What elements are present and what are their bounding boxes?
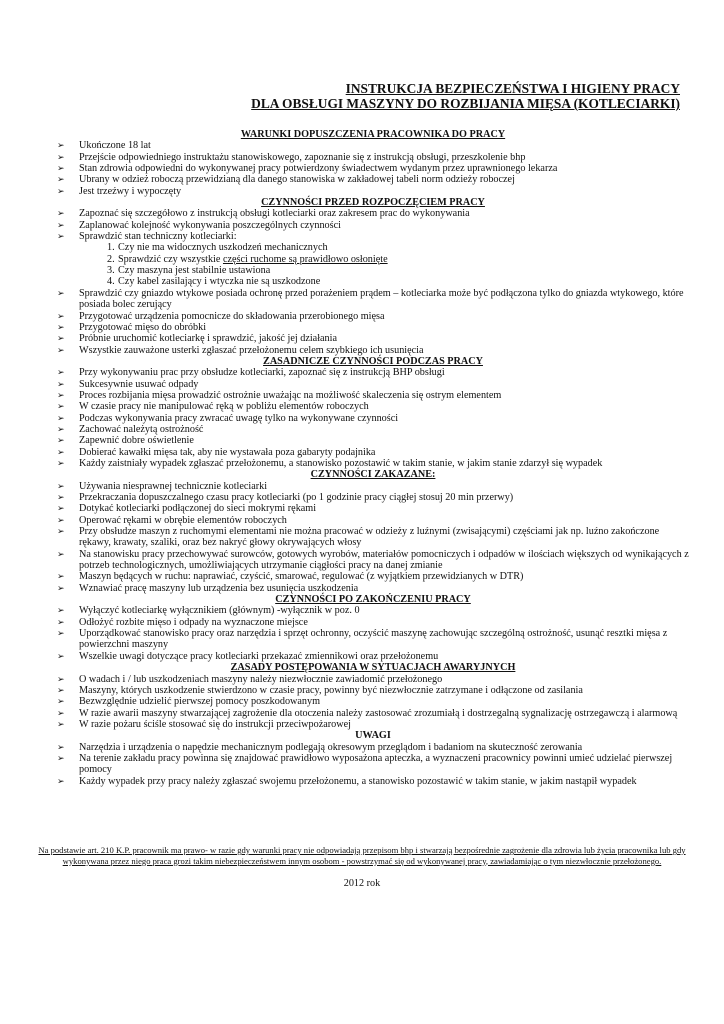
arrowhead-bullet-icon: ➢ (57, 287, 65, 298)
subitem-text: Czy maszyna jest stabilnie ustawiona (118, 265, 271, 277)
arrowhead-bullet-icon: ➢ (57, 401, 65, 412)
arrowhead-bullet-icon: ➢ (57, 752, 65, 763)
arrowhead-bullet-icon: ➢ (57, 333, 65, 344)
list-item-text: W razie pożaru ściśle stosować się do instrukcji przeciwpożarowej (79, 718, 351, 730)
list-item-text: Bezwzględnie udzielić pierwszej pomocy poszkodowanym (79, 696, 321, 708)
list-item-text: Przy obsłudze maszyn z ruchomymi elementami nie można pracować w odzieży z luźnymi (zwisającymi) częściami jak np. luźno zakończone rękawy, krawaty, szaliki, oraz bez nakryć głowy okrywających włosy (79, 526, 660, 549)
list-item (57, 674, 689, 685)
arrowhead-bullet-icon: ➢ (57, 605, 65, 616)
list-item-text: Narzędzia i urządzenia o napędzie mechanicznym podlegają okresowym przeglądom i badaniom na skuteczność zerowania (79, 741, 583, 753)
arrowhead-bullet-icon: ➢ (57, 526, 65, 537)
list-item-text: Sukcesywnie usuwać odpady (79, 378, 199, 390)
arrowhead-bullet-icon: ➢ (57, 582, 65, 593)
arrowhead-bullet-icon: ➢ (57, 616, 65, 627)
arrowhead-bullet-icon: ➢ (57, 457, 65, 468)
list-item (57, 220, 689, 231)
section-item-list (57, 208, 689, 355)
list-item (57, 413, 689, 424)
list-item (57, 435, 689, 446)
arrowhead-bullet-icon: ➢ (57, 548, 65, 559)
numbered-subitem (109, 276, 689, 287)
list-item (57, 753, 689, 776)
arrowhead-bullet-icon: ➢ (57, 151, 65, 162)
numbered-subitem (109, 242, 689, 253)
list-item (57, 152, 689, 163)
arrowhead-bullet-icon: ➢ (57, 321, 65, 332)
arrowhead-bullet-icon: ➢ (57, 423, 65, 434)
list-item-text: Dotykać kotleciarki podłączonej do sieci mokrymi rękami (79, 503, 317, 515)
list-item-text: Jest trzeźwy i wypoczęty (79, 185, 182, 197)
list-item-text: Maszyny, których uszkodzenie stwierdzono w czasie pracy, powinny być niezwłocznie zatrzymane i odłączone od zasilania (79, 684, 583, 696)
subitem-number: 2. (107, 253, 115, 265)
section-item-list (57, 367, 689, 469)
list-item-text: Zapoznać się szczegółowo z instrukcją obsługi kotleciarki oraz zakresem prac do wykonywania (79, 208, 470, 220)
list-item-text: W czasie pracy nie manipulować ręką w pobliżu elementów roboczych (79, 401, 369, 413)
list-item (57, 174, 689, 185)
numbered-subitem (109, 254, 689, 265)
list-item (57, 481, 689, 492)
arrowhead-bullet-icon: ➢ (57, 628, 65, 639)
arrowhead-bullet-icon: ➢ (57, 174, 65, 185)
list-item (57, 208, 689, 219)
list-item (57, 742, 689, 753)
list-item (57, 345, 689, 356)
section-item-list (57, 605, 689, 662)
arrowhead-bullet-icon: ➢ (57, 435, 65, 446)
list-item (57, 379, 689, 390)
list-item (57, 390, 689, 401)
list-item (57, 696, 689, 707)
arrowhead-bullet-icon: ➢ (57, 389, 65, 400)
instruction-body (57, 129, 689, 787)
list-item (57, 288, 689, 311)
list-item-text: Sprawdzić czy gniazdo wtykowe posiada ochronę przed porażeniem prądem – kotleciarka może być podłączona tylko do gniazda wtykowego, które posiada bolec zerujący (79, 287, 684, 311)
list-item (57, 651, 689, 662)
arrowhead-bullet-icon: ➢ (57, 741, 65, 752)
list-item-text: Przygotować mięso do obróbki (79, 321, 207, 333)
list-item (57, 628, 689, 651)
list-item (57, 311, 689, 322)
list-item (57, 424, 689, 435)
list-item (57, 140, 689, 151)
list-item-text: Wyłączyć kotleciarkę wyłącznikiem (głównym) -wyłącznik w poz. 0 (79, 605, 360, 617)
list-item (57, 605, 689, 616)
list-item (57, 503, 689, 514)
list-item (57, 776, 689, 787)
arrowhead-bullet-icon: ➢ (57, 185, 65, 196)
subitem-number: 4. (107, 276, 115, 288)
list-item (57, 492, 689, 503)
subitem-text: Sprawdzić czy wszystkie (118, 253, 223, 265)
arrowhead-bullet-icon: ➢ (57, 571, 65, 582)
arrowhead-bullet-icon: ➢ (57, 775, 65, 786)
list-item-text: Przy wykonywaniu prac przy obsłudze kotleciarki, zapoznać się z instrukcją BHP obsługi (79, 367, 445, 379)
document-title-line-2: DLA OBSŁUGI MASZYNY DO ROZBIJANIA MIĘSA (KOTLECIARKI) (251, 96, 680, 111)
list-item (57, 719, 689, 730)
subitem-number: 1. (107, 242, 115, 254)
list-item-text: W razie awarii maszyny stwarzającej zagrożenie dla otoczenia należy zastosować zrozumiałą i dostrzegalną sygnalizację ostrzegawczą i alarmową (79, 707, 678, 719)
list-item-text: Każdy wypadek przy pracy należy zgłaszać swojemu przełożonemu, a stanowisko pozostawić w takim stanie, w jakim nastąpił wypadek (79, 775, 637, 787)
list-item (57, 322, 689, 333)
list-item-text: Ukończone 18 lat (79, 140, 151, 152)
document-year: 2012 rok (343, 878, 381, 889)
section-heading: UWAGI (355, 730, 391, 742)
numbered-subitem (109, 265, 689, 276)
arrowhead-bullet-icon: ➢ (57, 718, 65, 729)
subitem-number: 3. (107, 265, 115, 277)
arrowhead-bullet-icon: ➢ (57, 696, 65, 707)
list-item-text: Każdy zaistniały wypadek zgłaszać przełożonemu, a stanowisko pozostawić w takim stanie, w jakim stanie zdarzył się wypadek (79, 457, 603, 469)
list-item (57, 231, 689, 288)
list-item (57, 367, 689, 378)
list-item-text: Podczas wykonywania pracy zwracać uwagę tylko na wykonywane czynności (79, 412, 399, 424)
arrowhead-bullet-icon: ➢ (57, 208, 65, 219)
arrowhead-bullet-icon: ➢ (57, 514, 65, 525)
list-item-text: Proces rozbijania mięsa prowadzić ostrożnie uważając na możliwość skaleczenia się ostrym elementem (79, 389, 502, 401)
arrowhead-bullet-icon: ➢ (57, 492, 65, 502)
arrowhead-bullet-icon: ➢ (57, 310, 65, 321)
list-item-text: Stan zdrowia odpowiedni do wykonywanej pracy potwierdzony świadectwem wydanym przez uprawnionego lekarza (79, 163, 558, 175)
list-item-text: Dobierać kawałki mięsa tak, aby nie wystawała poza gabaryty podajnika (79, 446, 376, 458)
list-item (57, 571, 689, 582)
section-heading: CZYNNOŚCI PO ZAKOŃCZENIU PRACY (275, 594, 471, 606)
list-item-text: Odłożyć rozbite mięso i odpady na wyznaczone miejsce (79, 616, 308, 628)
list-item-text: Zachować należytą ostrożność (79, 423, 204, 435)
list-item (57, 401, 689, 412)
list-item-text: Na terenie zakładu pracy powinna się znajdować prawidłowo wyposażona apteczka, a wyznaczeni pracownicy powinni umieć udzielać pierwszej pomocy (79, 752, 673, 776)
list-item-text: Operować rękami w obrębie elementów roboczych (79, 514, 287, 526)
arrowhead-bullet-icon: ➢ (57, 446, 65, 457)
arrowhead-bullet-icon: ➢ (57, 367, 65, 378)
arrowhead-bullet-icon: ➢ (57, 673, 65, 684)
list-item (57, 186, 689, 197)
list-item (57, 617, 689, 628)
list-item-text: Zaplanować kolejność wykonywania poszczególnych czynności (79, 219, 341, 231)
list-item-text: Używania niesprawnej technicznie kotleciarki (79, 480, 268, 492)
list-item-text: Uporządkować stanowisko pracy oraz narzędzia i sprzęt ochronny, oczyścić maszynę zachowując szczególną ostrożność, usunąć resztki mięsa z powierzchni maszyny (79, 628, 668, 651)
list-item (57, 447, 689, 458)
section-heading: ZASADNICZE CZYNNOŚCI PODCZAS PRACY (263, 355, 483, 367)
arrowhead-bullet-icon: ➢ (57, 707, 65, 718)
section-item-list (57, 742, 689, 787)
section-heading: WARUNKI DOPUSZCZENIA PRACOWNIKA DO PRACY (240, 129, 506, 140)
list-item (57, 526, 689, 549)
list-item-text: Próbnie uruchomić kotleciarkę i sprawdzić, jakość jej działania (79, 333, 337, 345)
arrowhead-bullet-icon: ➢ (57, 480, 65, 491)
arrowhead-bullet-icon: ➢ (57, 650, 65, 661)
list-item-text: Ubrany w odzież roboczą przewidzianą dla danego stanowiska w zakładowej tabeli norm odzieży roboczej (79, 174, 515, 186)
arrowhead-bullet-icon: ➢ (57, 412, 65, 423)
list-item-text: Wznawiać pracę maszyny lub urządzenia bez usunięcia uszkodzenia (79, 582, 359, 594)
list-item-text: Maszyn będących w ruchu: naprawiać, czyścić, smarować, regulować (z wyjątkiem przewidzianych w DTR) (79, 571, 524, 583)
section-heading: CZYNNOŚCI ZAKAZANE: (310, 469, 436, 481)
arrowhead-bullet-icon: ➢ (57, 219, 65, 230)
list-item-text: O wadach i / lub uszkodzeniach maszyny należy niezwłocznie zawiadomić przełożonego (79, 673, 443, 685)
section-heading: ZASADY POSTĘPOWANIA W SYTUACJACH AWARYJNYCH (230, 662, 516, 674)
list-item (57, 458, 689, 469)
subitem-text: Czy kabel zasilający i wtyczka nie są uszkodzone (118, 276, 321, 288)
arrowhead-bullet-icon: ➢ (57, 231, 65, 242)
document-title-line-1: INSTRUKCJA BEZPIECZEŃSTWA I HIGIENY PRACY (345, 81, 680, 96)
arrowhead-bullet-icon: ➢ (57, 163, 65, 174)
arrowhead-bullet-icon: ➢ (57, 344, 65, 355)
numbered-sublist (79, 242, 689, 287)
list-item-text: Przejście odpowiedniego instruktażu stanowiskowego, zapoznanie się z instrukcją obsługi, przeszkolenie bhp (79, 151, 526, 163)
list-item-text: Na stanowisku pracy przechowywać surowców, gotowych wyrobów, materiałów pomocniczych i odpadów w ilościach większych od wynikających z potrzeb technologicznych, umożliwiających utrzymanie ciągłości pracy na danej zmianie (79, 548, 689, 572)
section-item-list (57, 140, 689, 197)
section-item-list (57, 481, 689, 594)
list-item (57, 583, 689, 594)
list-item (57, 333, 689, 344)
section-heading: CZYNNOŚCI PRZED ROZPOCZĘCIEM PRACY (261, 197, 485, 209)
list-item-text: Zapewnić dobre oświetlenie (79, 435, 194, 447)
list-item (57, 163, 689, 174)
list-item (57, 549, 689, 572)
arrowhead-bullet-icon: ➢ (57, 140, 65, 151)
list-item-text: Wszystkie zauważone usterki zgłaszać przełożonemu celem szybkiego ich usunięcia (79, 344, 424, 356)
list-item (57, 515, 689, 526)
list-item-text: Przekraczania dopuszczalnego czasu pracy kotleciarki (po 1 godzinie pracy ciągłej stosuj 20 min przerwy) (79, 492, 514, 503)
subitem-underlined-text: części ruchome są prawidłowo osłonięte (222, 253, 388, 265)
list-item-text: Wszelkie uwagi dotyczące pracy kotleciarki przekazać zmiennikowi oraz przełożonemu (79, 650, 439, 662)
list-item (57, 708, 689, 719)
list-item-text: Przygotować urządzenia pomocnicze do składowania przerobionego mięsa (79, 310, 385, 322)
list-item-text: Sprawdzić stan techniczny kotleciarki: (79, 231, 237, 243)
legal-footnote: Na podstawie art. 210 K.P. pracownik ma prawo- w razie gdy warunki pracy nie odpowiadają przepisom bhp i stwarzają bezpośrednie zagrożenie dla zdrowia lub życia pracownika lub gdy wykonywana przez niego praca grozi takim niebezpieczeństwem innym osobom - powstrzymać się od wykonywanej pracy, zawiadamiając o tym niezwłocznie przełożonego. (38, 845, 686, 866)
subitem-text: Czy nie ma widocznych uszkodzeń mechanicznych (118, 242, 328, 254)
arrowhead-bullet-icon: ➢ (57, 684, 65, 695)
arrowhead-bullet-icon: ➢ (57, 378, 65, 389)
section-item-list (57, 674, 689, 731)
arrowhead-bullet-icon: ➢ (57, 503, 65, 514)
list-item (57, 685, 689, 696)
